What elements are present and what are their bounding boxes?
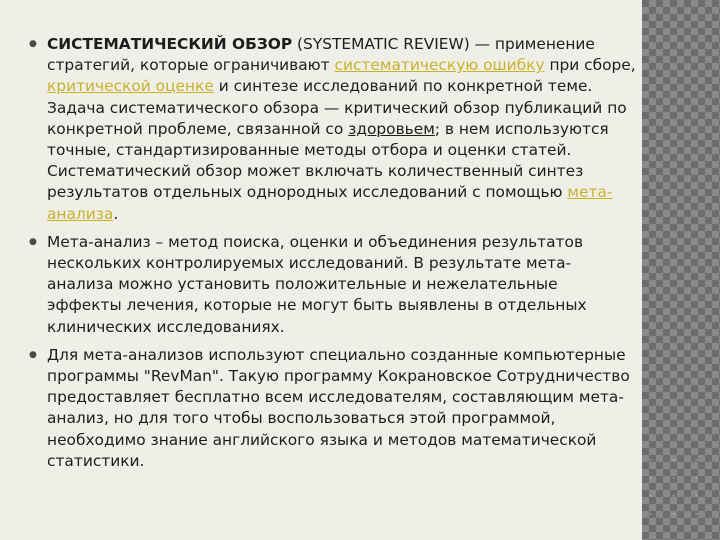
paragraph-revman: Для мета-анализов используют специально созданные компьютерные программы "RevMan". Такую программу Кокрановское Сотрудничество предоставляет бесплатно всем исследователям, составляющим мета-анализ, но для того чтобы воспользоваться этой программой, необходимо знание английского языка и методов математической статистики. [47, 345, 630, 470]
text-segment: ; в нем используются точные, стандартизированные методы отбора и оценки статей. Систематический обзор может включать количественный синтез результатов отдельных однородных исследований с помощью [47, 119, 609, 202]
text-segment: при сборе, [544, 56, 636, 75]
link-meta-analysis[interactable]: мета-анализа [47, 183, 613, 223]
list-item [28, 232, 636, 338]
paragraph-meta-analysis: Мета-анализ – метод поиска, оценки и объединения результатов нескольких контролируемых исследований. В результате мета-анализа можно установить положительные и нежелательные эффекты лечения, которые не могут быть выявлены в отдельных клинических исследованиях. [47, 232, 587, 336]
text-segment: (SYSTEMATIC REVIEW) — применение стратегий, которые ограничивают [47, 35, 595, 75]
content-area [28, 34, 636, 479]
list-item [28, 345, 636, 472]
bullet-icon: ● [29, 39, 37, 49]
text-segment: . [113, 204, 119, 223]
list-item [28, 34, 636, 225]
link-critical-appraisal[interactable]: критической оценке [47, 77, 214, 96]
bullet-icon: ● [29, 349, 37, 360]
term-systematic-review: СИСТЕМАТИЧЕСКИЙ ОБЗОР [47, 35, 293, 53]
link-health[interactable]: здоровьем [348, 119, 435, 138]
link-systematic-error[interactable]: систематическую ошибку [334, 56, 545, 75]
bullet-icon: ● [29, 236, 37, 247]
decorative-dots: · · · · · · · · · · · · [648, 456, 706, 520]
text-segment: и синтезе исследований по конкретной теме. Задача систематического обзора — критический обзор публикаций по конкретной проблеме, связанной со [47, 77, 627, 138]
